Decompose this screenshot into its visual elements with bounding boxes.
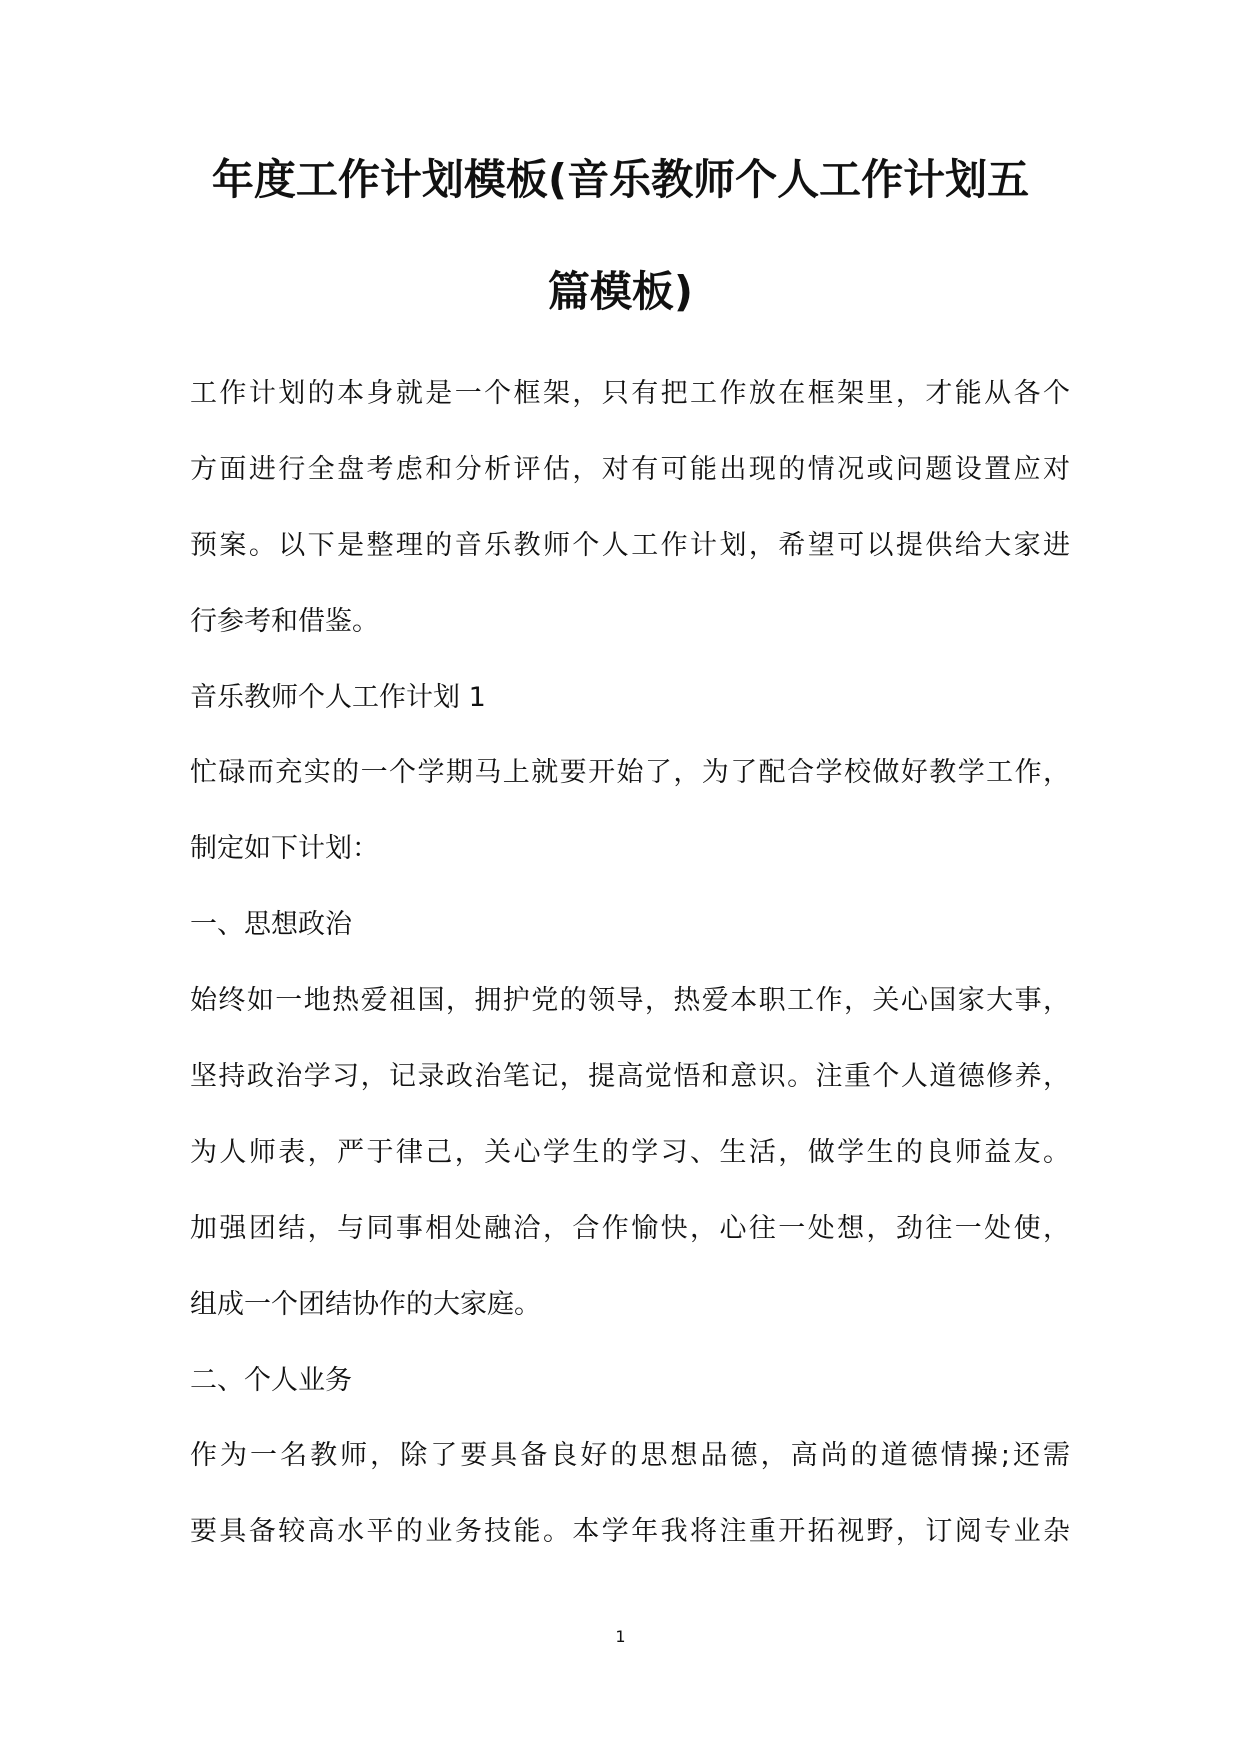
document-title-line-1: 年度工作计划模板(音乐教师个人工作计划五 (211, 155, 1030, 204)
body-line: 工作计划的本身就是一个框架，只有把工作放在框架里，才能从各个 (190, 378, 1070, 409)
body-line: 坚持政治学习，记录政治笔记，提高觉悟和意识。注重个人道德修养， (190, 1061, 1070, 1093)
body-line: 组成一个团结协作的大家庭。 (190, 1288, 541, 1320)
body-line: 制定如下计划： (190, 833, 379, 865)
body-line: 预案。以下是整理的音乐教师个人工作计划，希望可以提供给大家进 (190, 529, 1070, 561)
body-line: 忙碌而充实的一个学期马上就要开始了，为了配合学校做好教学工作， (190, 757, 1070, 789)
body-line: 行参考和借鉴。 (190, 605, 379, 637)
body-line: 要具备较高水平的业务技能。本学年我将注重开拓视野，订阅专业杂 (190, 1516, 1070, 1548)
section-heading: 二、个人业务 (190, 1364, 352, 1396)
section-heading: 一、思想政治 (190, 909, 352, 941)
body-line: 作为一名教师，除了要具备良好的思想品德，高尚的道德情操;还需 (190, 1440, 1070, 1472)
page-number: 1 (615, 1627, 626, 1646)
document-title-line-2: 篇模板) (547, 267, 694, 316)
body-line: 方面进行全盘考虑和分析评估，对有可能出现的情况或问题设置应对 (190, 453, 1070, 485)
section-heading: 音乐教师个人工作计划 1 (190, 681, 486, 713)
body-line: 始终如一地热爱祖国，拥护党的领导，热爱本职工作，关心国家大事， (190, 985, 1070, 1017)
body-line: 加强团结，与同事相处融洽，合作愉快，心往一处想，劲往一处使， (190, 1212, 1070, 1244)
document-body (190, 374, 1070, 1588)
body-line: 为人师表，严于律己，关心学生的学习、生活，做学生的良师益友。 (190, 1136, 1070, 1168)
